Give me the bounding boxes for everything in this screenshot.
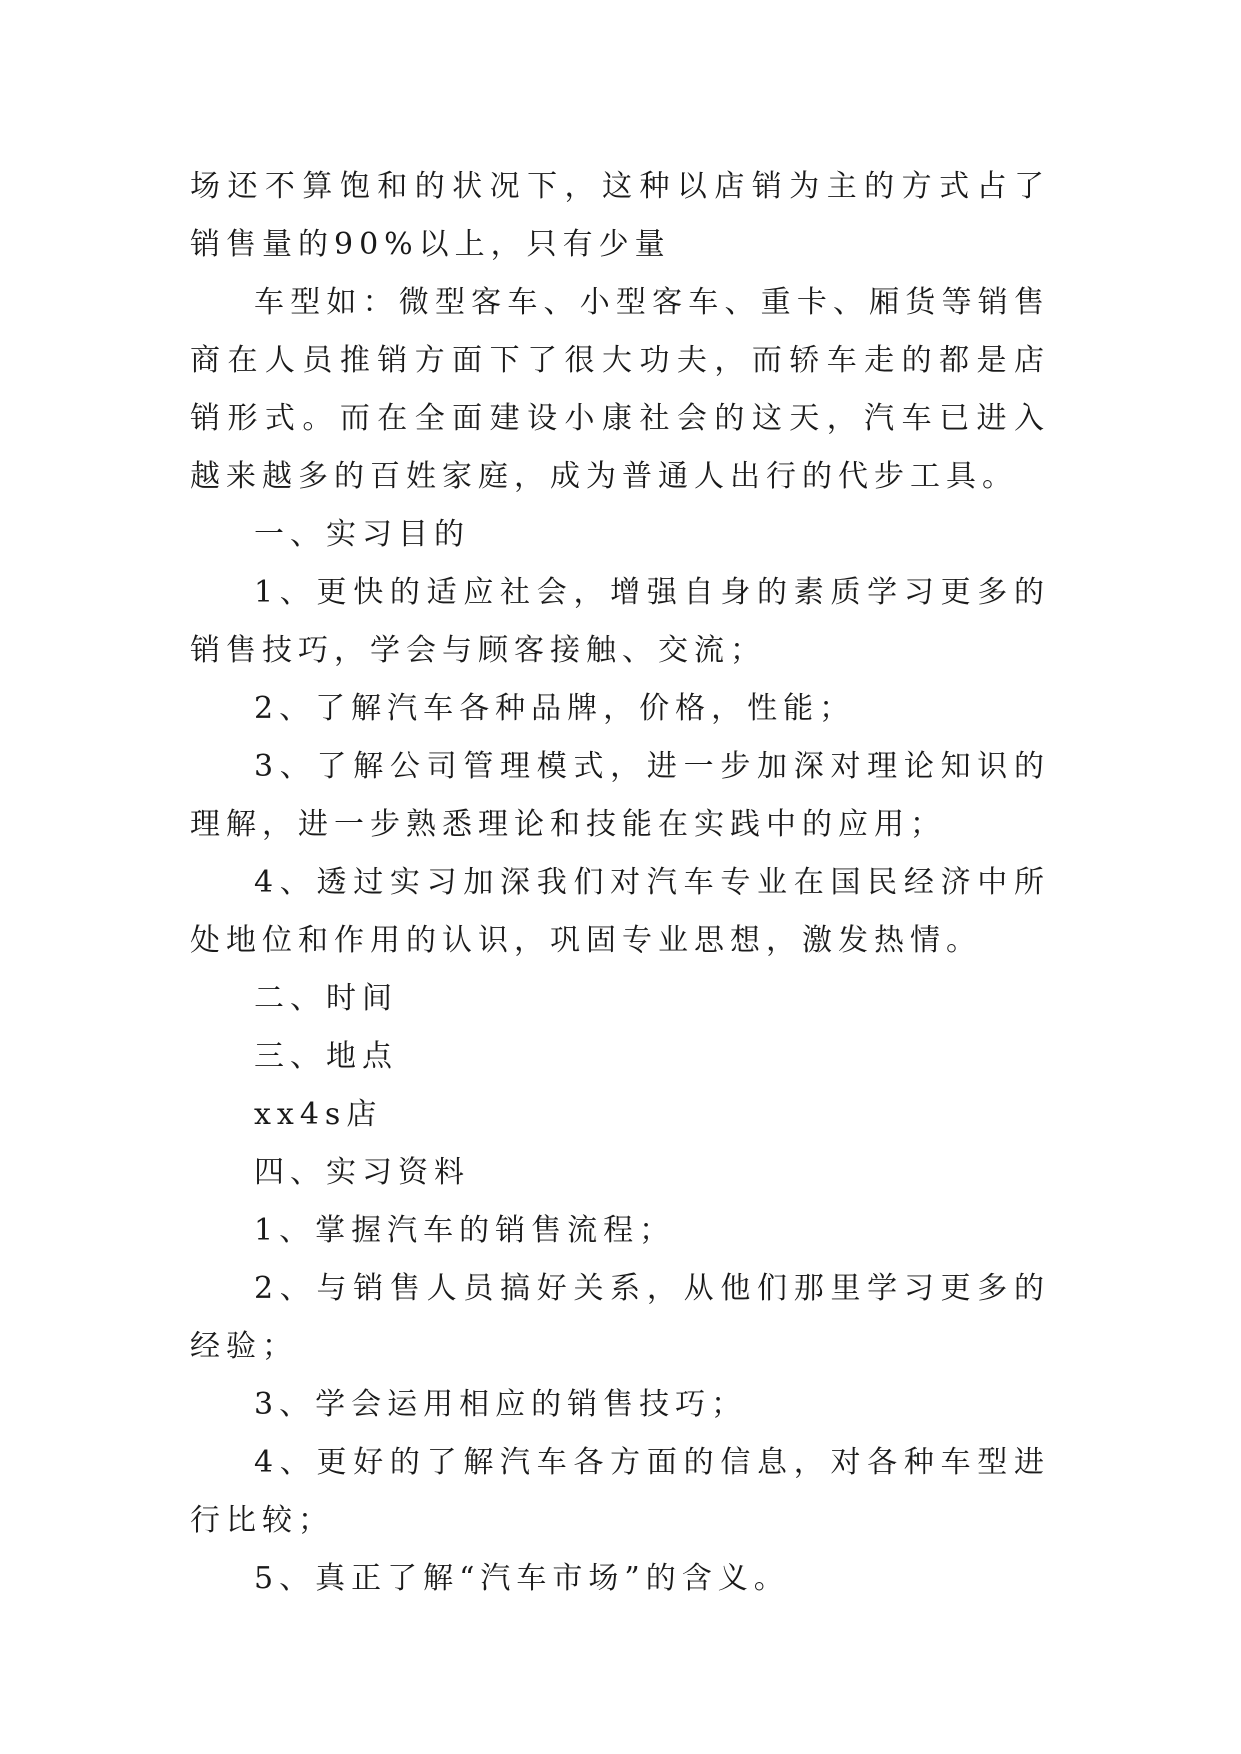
paragraph-vehicle-types: 车型如：微型客车、小型客车、重卡、厢货等销售商在人员推销方面下了很大功夫，而轿车走的都是店销形式。而在全面建设小康社会的这天，汽车已进入越来越多的百姓家庭，成为普通人出行的代步工具。 bbox=[190, 285, 1050, 494]
heading-internship-content: 四、实习资料 bbox=[254, 1155, 470, 1190]
list-item-content-3: 3、学会运用相应的销售技巧； bbox=[254, 1387, 748, 1422]
list-item-purpose-1: 1、更快的适应社会，增强自身的素质学习更多的销售技巧，学会与顾客接触、交流； bbox=[190, 575, 1050, 668]
list-item-content-5: 5、真正了解“汽车市场”的含义。 bbox=[254, 1561, 790, 1596]
location-value: xx4s店 bbox=[254, 1097, 383, 1132]
heading-time: 二、时间 bbox=[254, 981, 398, 1016]
list-item-content-1: 1、掌握汽车的销售流程； bbox=[254, 1213, 676, 1248]
heading-location: 三、地点 bbox=[254, 1039, 398, 1074]
heading-internship-purpose: 一、实习目的 bbox=[254, 517, 470, 552]
document-body bbox=[190, 158, 1050, 1608]
list-item-purpose-4: 4、透过实习加深我们对汽车专业在国民经济中所处地位和作用的认识，巩固专业思想，激发热情。 bbox=[190, 865, 1050, 958]
list-item-purpose-3: 3、了解公司管理模式，进一步加深对理论知识的理解，进一步熟悉理论和技能在实践中的应用； bbox=[190, 749, 1050, 842]
paragraph-market-intro: 场还不算饱和的状况下，这种以店销为主的方式占了销售量的90%以上，只有少量 bbox=[190, 169, 1050, 262]
list-item-content-2: 2、与销售人员搞好关系，从他们那里学习更多的经验； bbox=[190, 1271, 1050, 1364]
list-item-purpose-2: 2、了解汽车各种品牌，价格，性能； bbox=[254, 691, 856, 726]
list-item-content-4: 4、更好的了解汽车各方面的信息，对各种车型进行比较； bbox=[190, 1445, 1050, 1538]
